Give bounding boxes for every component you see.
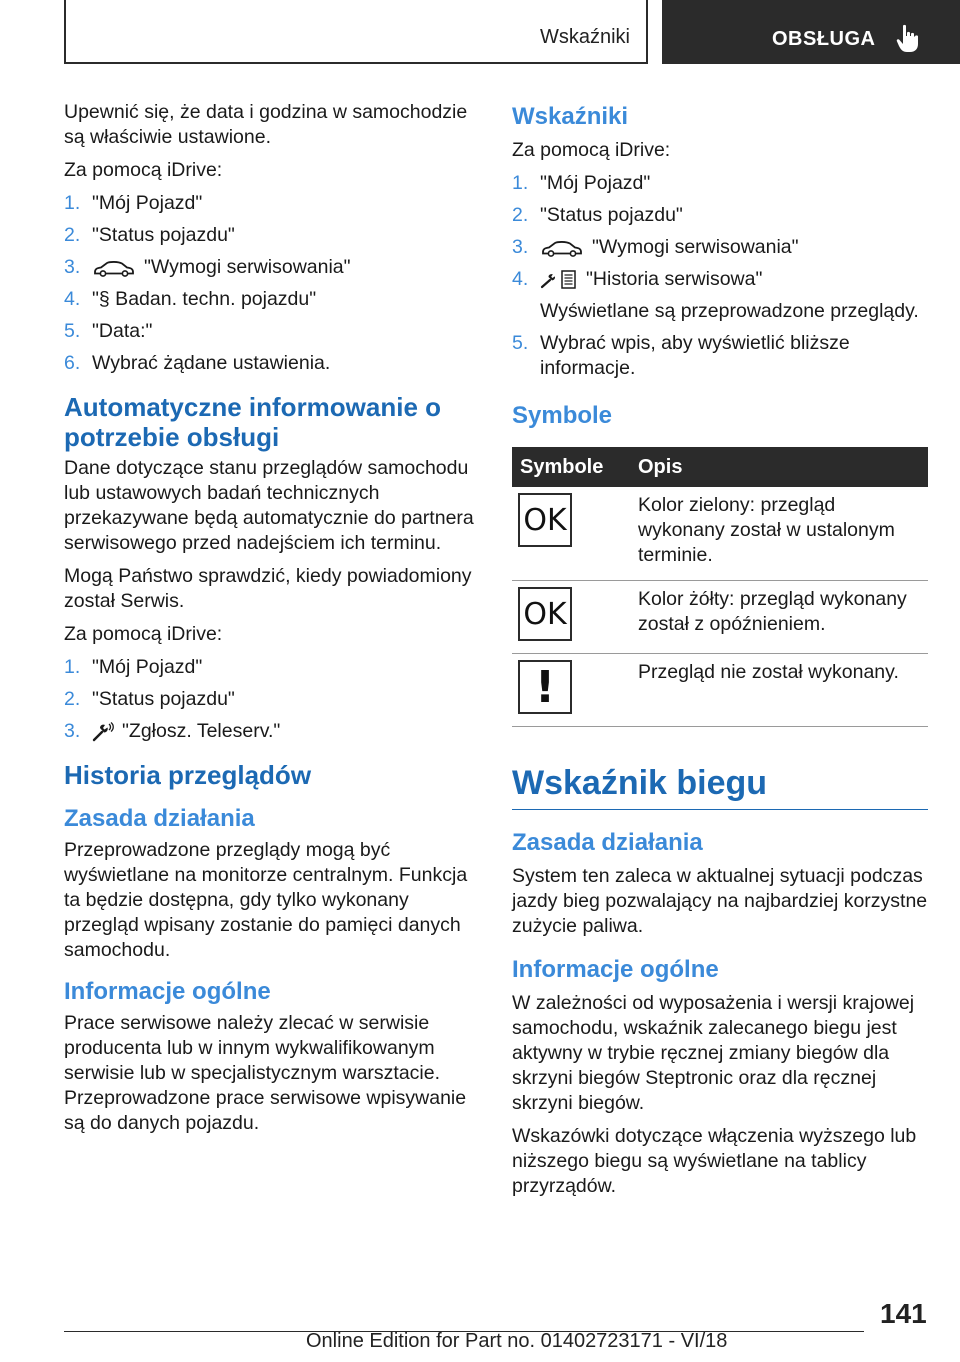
- symbol-cell: [512, 581, 630, 654]
- step-number: 1.: [64, 656, 81, 678]
- step-number: 2.: [64, 224, 81, 246]
- step-note: Wyświetlane są przeprowadzone przeglądy.: [540, 300, 919, 322]
- step-text: "Status pojazdu": [92, 688, 235, 710]
- page-number: 141: [880, 1298, 927, 1329]
- symbols-table: [512, 447, 928, 727]
- list-item: [64, 255, 478, 280]
- step-number: 1.: [64, 192, 81, 214]
- step-text: "Status pojazdu": [540, 204, 683, 226]
- left-column: [64, 100, 478, 1144]
- steps-list-teleservice: [64, 655, 478, 744]
- step-number: 2.: [64, 688, 81, 710]
- list-item: [64, 719, 478, 744]
- auto-notification-heading: Automatyczne informowanie o potrzebie obsługi: [64, 392, 442, 452]
- step-text: "Historia serwisowa": [586, 268, 763, 290]
- symbol-cell: [512, 487, 630, 581]
- table-row: [512, 654, 928, 727]
- intro-text: Upewnić się, że data i godzina w samochodzie są właściwie ustawione.: [64, 101, 468, 148]
- step-text: "Mój Pojazd": [92, 192, 203, 214]
- list-item: [512, 267, 928, 324]
- step-number: 4.: [64, 288, 81, 310]
- auto-notification-text: Dane dotyczące stanu przeglądów samochodu lub ustawowych badań technicznych przekazywane będą automatycznie do partnera serwisowego przed nadejściem ich terminu.: [64, 457, 474, 554]
- step-number: 3.: [512, 236, 529, 258]
- via-idrive-label: Za pomocą iDrive:: [512, 139, 671, 161]
- chapter-title: OBSŁUGA: [772, 28, 876, 50]
- description-cell: Kolor zielony: przegląd wykonany został w ustalonym terminie.: [630, 487, 928, 581]
- step-text: "Wymogi serwisowania": [144, 256, 351, 278]
- via-idrive-label: Za pomocą iDrive:: [64, 623, 223, 645]
- header-section-box: [64, 0, 648, 64]
- step-number: 6.: [64, 352, 81, 374]
- list-item: [512, 331, 928, 381]
- steps-list-date: [64, 191, 478, 376]
- ok-yellow-icon: OK: [518, 587, 572, 641]
- list-item: [512, 171, 928, 196]
- gear-general-text: W zależności od wyposażenia i wersji krajowej samochodu, wskaźnik zalecanego biegu jest aktywny w trybie ręcznej zmiany biegów dla skrzyni biegów Steptronic oraz dla ręcznej skrzyni biegów.: [512, 992, 915, 1114]
- gear-indicator-heading: Wskaźnik biegu: [512, 764, 768, 802]
- column-header-symbol: Symbole: [512, 447, 630, 487]
- header-chapter-box: [662, 0, 960, 64]
- car-outline-icon: [540, 238, 584, 258]
- step-number: 5.: [64, 320, 81, 342]
- gear-principle-text: System ten zaleca w aktualnej sytuacji podczas jazdy bieg pozwalający na najbardziej korzystne zużycie paliwa.: [512, 865, 928, 937]
- table-header-row: [512, 447, 928, 487]
- gear-principle-heading: Zasada działania: [512, 829, 703, 856]
- list-item: [64, 223, 478, 248]
- notification-check-text: Mogą Państwo sprawdzić, kiedy powiadomiony został Serwis.: [64, 565, 472, 612]
- steps-list-service-history: [512, 171, 928, 381]
- exclamation-icon: !: [518, 660, 572, 714]
- right-column: [512, 100, 928, 1207]
- step-text: "Mój Pojazd": [92, 656, 203, 678]
- list-item: [512, 235, 928, 260]
- step-number: 3.: [64, 256, 81, 278]
- step-text: Wybrać wpis, aby wyświetlić bliższe informacje.: [540, 332, 850, 379]
- car-outline-icon: [92, 258, 136, 278]
- general-info-text: Prace serwisowe należy zlecać w serwisie producenta lub w innym wykwalifikowanym serwisie lub w specjalistycznym warsztacie. Przeprowadzone prace serwisowe wpisywanie są do danych pojazdu.: [64, 1012, 467, 1134]
- step-text: Wybrać żądane ustawienia.: [92, 352, 331, 374]
- column-header-description: Opis: [630, 447, 928, 487]
- service-history-icon: [540, 269, 578, 291]
- step-text: "Zgłosz. Teleserv.": [122, 720, 281, 742]
- step-number: 5.: [512, 332, 529, 354]
- footer-edition: Online Edition for Part no. 01402723171 - VI/18: [306, 1330, 728, 1352]
- hand-pointer-icon: [896, 24, 920, 54]
- step-text: "Data:": [92, 320, 153, 342]
- list-item: [64, 287, 478, 312]
- gear-general-heading: Informacje ogólne: [512, 956, 719, 983]
- principle-heading: Zasada działania: [64, 805, 255, 832]
- principle-text: Przeprowadzone przeglądy mogą być wyświetlane na monitorze centralnym. Funkcja ta będzie dostępna, gdy tylko wykonany przegląd wpisany zostanie do pamięci danych samochodu.: [64, 839, 468, 961]
- step-number: 4.: [512, 268, 529, 290]
- list-item: [512, 203, 928, 228]
- step-text: "Mój Pojazd": [540, 172, 651, 194]
- step-number: 1.: [512, 172, 529, 194]
- table-row: [512, 581, 928, 654]
- description-cell: Kolor żółty: przegląd wykonany został z opóźnieniem.: [630, 581, 928, 654]
- via-idrive-label: Za pomocą iDrive:: [64, 159, 223, 181]
- step-number: 3.: [64, 720, 81, 742]
- wrench-signal-icon: [92, 722, 114, 742]
- table-row: [512, 487, 928, 581]
- ok-green-icon: OK: [518, 493, 572, 547]
- gear-shift-hints-text: Wskazówki dotyczące włączenia wyższego lub niższego biegu są wyświetlane na tablicy przyrządów.: [512, 1125, 917, 1197]
- general-info-heading: Informacje ogólne: [64, 978, 271, 1005]
- list-item: [64, 655, 478, 680]
- list-item: [64, 319, 478, 344]
- step-text: "Wymogi serwisowania": [592, 236, 799, 258]
- step-text: "Status pojazdu": [92, 224, 235, 246]
- list-item: [64, 687, 478, 712]
- list-item: [64, 351, 478, 376]
- symbols-heading: Symbole: [512, 402, 613, 429]
- gear-indicator-heading-block: [512, 763, 928, 810]
- section-title: Wskaźniki: [539, 26, 630, 48]
- list-item: [64, 191, 478, 216]
- symbol-cell: [512, 654, 630, 727]
- service-history-heading: Historia przeglądów: [64, 760, 312, 790]
- step-number: 2.: [512, 204, 529, 226]
- step-text: "§ Badan. techn. pojazdu": [92, 288, 317, 310]
- description-cell: Przegląd nie został wykonany.: [630, 654, 928, 727]
- indicators-heading: Wskaźniki: [512, 103, 629, 130]
